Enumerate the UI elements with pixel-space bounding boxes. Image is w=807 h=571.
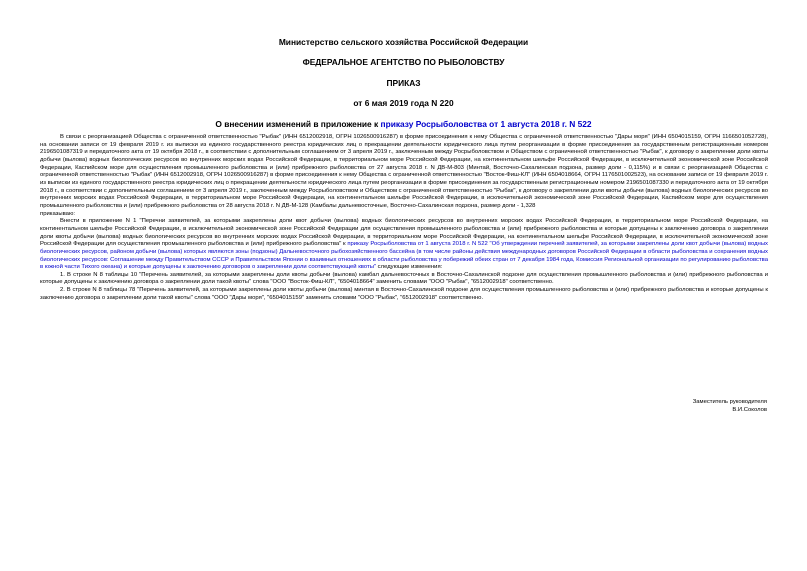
title-prefix: О внесении изменений в приложение к xyxy=(215,119,381,129)
signer-position: Заместитель руководителя xyxy=(692,399,767,405)
main-paragraph xyxy=(40,218,768,272)
main-text-after: следующие изменения: xyxy=(376,264,443,271)
doc-title xyxy=(0,119,807,129)
order-522-link[interactable]: приказу Росрыболовства от 1 августа 2018 г. N 522 "Об утверждении перечней заявителей, за которыми закреплены доли квот добычи (вылова) водных биологических ресурсов, районом добычи (вылова) которых являются зоны (подзоны) Дальневосточного рыбохозяйственного бассейна (в том числе районы действия международных договоров Российской Федерации в области рыболовства и сохранения водных биологических ресурсов: Соглашение между Правительством СССР и Правительством Японии о взаимных отношениях в области рыболовства у побережий обеих стран от 7 декабря 1984 года, Комиссия Региональной организации по регулированию рыболовства в южной части Тихого океана) и которые допущены к заключению договоров о закреплении доли соответствующей квоты" xyxy=(40,241,769,271)
item-2-paragraph: 2. В строке N 8 таблицы 78 "Перечень заявителей, за которыми закреплены доли квоты добычи (вылова) минтая в Восточно-Сахалинской подзоне для осуществления промышленного рыболовства и (или) прибрежного рыболовства и которые допущены к заключению договора о закреплении доли такой квоты" слова "ООО "Дары моря", "6504015159" заменить словами "ООО "Рыбак", "6512002918" соответственно. xyxy=(40,287,768,301)
signature-block xyxy=(693,398,767,414)
ministry-name: Министерство сельского хозяйства Российской Федерации xyxy=(278,37,529,47)
agency-name: ФЕДЕРАЛЬНОЕ АГЕНТСТВО ПО РЫБОЛОВСТВУ xyxy=(302,57,505,67)
order-word: приказываю: xyxy=(40,210,76,217)
doc-date-number: от 6 мая 2019 года N 220 xyxy=(353,98,454,108)
signer-name: В.И.Соколов xyxy=(732,407,767,413)
doc-type: ПРИКАЗ xyxy=(386,78,421,88)
main-text-before: Внести в приложение N 1 "Перечни заявителей, за которыми закреплены доли квот добычи (вылова) водных биологических ресурсов во внутренних морских водах Российской Федерации, в территориальном море Российской Федерации, на континентальном шельфе Российской Федерации, в исключительной экономической зоне Российской Федерации для осуществления промышленного рыболовства и (или) прибрежного рыболовства и которые допущены к заключению договора о закреплении доли квоты добычи (вылова) водных биологических ресурсов во внутренних морских водах Российской Федерации, в территориальном море Российской Федерации, на континентальном шельфе Российской Федерации, в исключительной экономической зоне Российской Федерации для осуществления промышленного рыболовства и (или) прибрежного рыболовства" к xyxy=(40,218,768,248)
document-body xyxy=(40,134,768,302)
title-order-link[interactable]: приказу Росрыболовства от 1 августа 2018 г. N 522 xyxy=(380,119,592,129)
item-1-paragraph: 1. В строке N 8 таблицы 10 "Перечень заявителей, за которыми закреплены доли квоты добычи (вылова) камбал дальневосточных в Восточно-Сахалинской подзоне для осуществления промышленного рыболовства и (или) прибрежного рыболовства и которые допущены к заключению договора о закреплении доли такой квоты" слова "ООО "Восток-Фиш-КЛ", "6504018664" заменить словами "ООО "Рыбак", "6512002918" соответственно. xyxy=(40,271,768,286)
preamble-paragraph: В связи с реорганизацией Общества с ограниченной ответственностью "Рыбак" (ИНН 6512002918, ОГРН 1026500916287) в форме присоединения к нему Общества с ограниченной ответственностью "Дары моря" (ИНН 6504015159, ОГРН 1166501052728), на основании записи от 19 февраля 2019 г. из выписки из единого государственного реестра юридических лиц о прекращении деятельности юридического лица путем реорганизации в форме присоединения за государственным регистрационным номером 2196501087319 и передаточного акта от 19 октября 2018 г., в соответствии с дополнительным соглашением от 3 апреля 2019 г., заключенным между Росрыболовством и Обществом с ограниченной ответственностью "Рыбак", к договору о закреплении доли квоты добычи (вылова) водных биологических ресурсов во внутренних морских водах Российской Федерации, в территориальном море Российской Федерации, на континентальном шельфе Российской Федерации, в исключительной экономической зоне Российской Федерации, Каспийском море для осуществления промышленного рыболовства и (или) прибрежного рыболовства от 27 августа 2018 г. N ДВ-М-803 (Минтай, Восточно-Сахалинская подзона, размер доли - 0,115%) и в связи с реорганизацией Общества с ограниченной ответственностью "Рыбак" (ИНН 6512002918, ОГРН 1026500916287) в форме присоединения к нему Общества с ограниченной ответственностью "Восток-Фиш-КЛ" (ИНН 6504018664, ОГРН 1176501002523), на основании записи от 19 февраля 2019 г. из выписки из единого государственного реестра юридических лиц о прекращении деятельности юридического лица путем реорганизации в форме присоединения за государственным регистрационным номером 2196501087330 и передаточного акта от 19 октября 2018 г., в соответствии с дополнительным соглашением от 3 апреля 2019 г., заключенным между Росрыболовством и Обществом с ограниченной ответственностью "Рыбак", к договору о закреплении доли квоты добычи (вылова) водных биологических ресурсов во внутренних морских водах Российской Федерации, в территориальном море Российской Федерации, на континентальном шельфе Российской Федерации, в исключительной экономической зоне Российской Федерации, Каспийском море для осуществления промышленного рыболовства и (или) прибрежного рыболовства от 28 августа 2018 г. N ДВ-М-128 (Камбалы дальневосточные, Восточно-Сахалинская подзона, размер доли - 1,328 xyxy=(40,134,768,209)
